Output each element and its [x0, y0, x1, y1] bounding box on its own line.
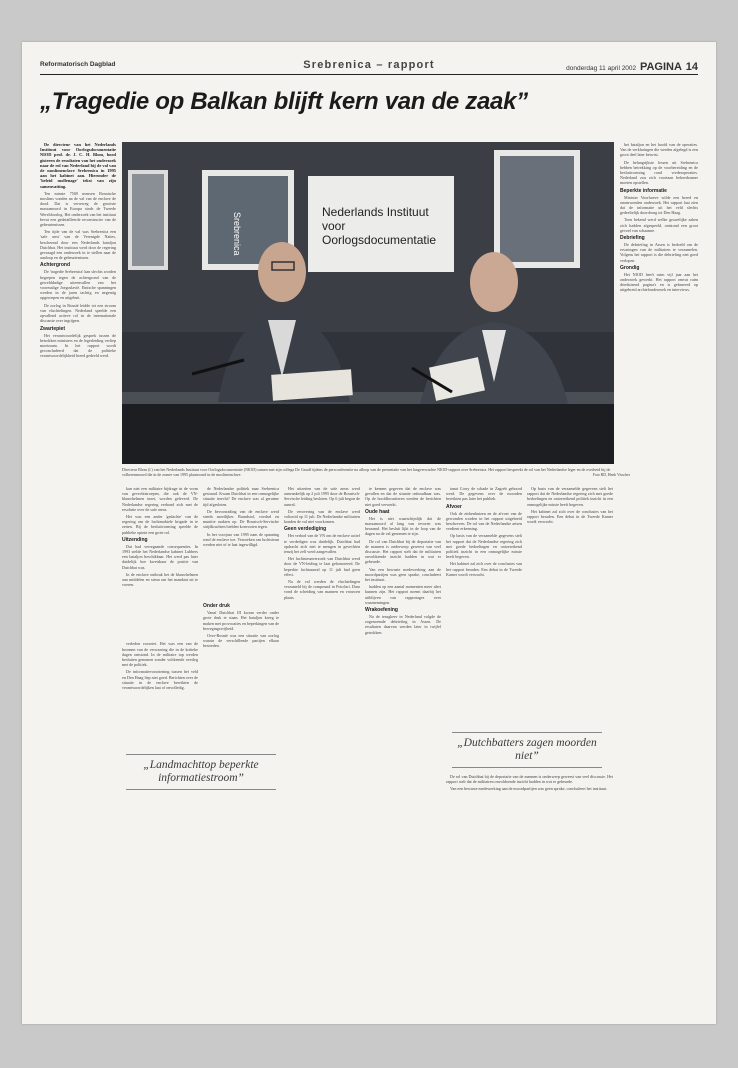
column-3 — [203, 486, 279, 984]
newspaper-name: Reformatorisch Dagblad — [40, 61, 116, 68]
paragraph: Toen bekend werd welke gruwelijke zaken zich hadden afgespeeld, ontstond een groot gevoel van schaamte. — [620, 217, 698, 233]
column-1 — [40, 142, 116, 984]
paragraph: Het verbod van de VN om de enclave actief te verdedigen was duidelijk. Dutchbat had opdracht zich niet te mengen in gevechten tenzij het zelf werd aangevallen. — [284, 533, 360, 555]
paragraph: De informatievoorziening tussen het veld en Den Haag liep niet goed. Berichten over de situatie in de enclave bereikten de verantwoordelijken laat of onvolledig. — [122, 669, 198, 691]
paragraph: De debriefing in Assen is bedoeld om de ervaringen van de militairen te verzamelen. Volgens het rapport is die debriefing niet goed verlopen. — [620, 242, 698, 263]
paragraph: het bataljon en het hoofd van de operaties. Van de verklaringen die werden afgelegd is een groot deel later betwist. — [620, 142, 698, 158]
paragraph: Vanaf Dutchbat III kwam verder onder grote druk te staan. Het bataljon kreeg te maken met provocaties en beperkingen van de bewegingsvrijheid. — [203, 610, 279, 631]
paragraph: Na de terugkeer in Nederland volgde de zogenoemde debriefing in Assen. De resultaten daarvan werden later in twijfel getrokken. — [365, 614, 441, 635]
paragraph: Het NIOD heeft ruim vijf jaar aan het onderzoek gewerkt. Het rapport omvat ruim drieduizend pagina's en is gebaseerd op uitgebreid archiefonderzoek en interviews. — [620, 271, 698, 293]
column-2 — [122, 486, 198, 984]
paragraph: Op basis van de verzamelde gegevens stelt het rapport dat de Nederlandse regering zich met goede bedoelingen en ontoereikend politiek inzicht in een onmogelijke missie heeft begeven. — [527, 486, 613, 507]
paragraph: De bevoorrading van de enclave werd steeds moeilijker. Brandstof, voedsel en munitie raakten op. De Bosnisch-Servische strijdkrachten hielden konvooien tegen. — [203, 508, 279, 530]
photo-credit: Foto RD, Henk Visscher — [592, 473, 630, 477]
column-6 — [446, 486, 522, 726]
paragraph: Van een bewuste medewerking aan de moordpartijen was geen sprake, concludeert het instituut. — [365, 566, 441, 583]
subheading: Debriefing — [620, 235, 645, 242]
paragraph: Op basis van de verzamelde gegevens stelt het rapport dat de Nederlandse regering zich met goede bedoelingen en ontoereikend politiek inzicht in een onmogelijke missie heeft begeven. — [446, 533, 522, 560]
paragraph: In het voorjaar van 1995 nam de spanning rond de enclave toe. Verzoeken om luchtsteun werden niet of te laat ingewilligd. — [203, 531, 279, 548]
sign-line-2: voor — [322, 219, 346, 233]
subheading: Onder druk — [203, 603, 230, 610]
paragraph: De oorlog in Bosnië leidde tot een stroom van vluchtelingen. Nederland speelde een opvallend actieve rol in de internationale discussie over ingrijpen. — [40, 302, 116, 324]
column-5 — [365, 486, 441, 984]
pullquote-left: „Landmachttop beperkte informatiestroom” — [126, 754, 276, 790]
subheading: Wrakoefening — [365, 607, 398, 614]
page-header — [40, 60, 698, 75]
photo-caption: Directeur Blom (l.) van het Nederlands Instituut voor Oorlogsdocumentatie (NIOD) samen met zijn collega De Graaff tijdens de persconferentie na afloop van de presentatie van het langverwachte NIOD-rapport over Srebrenica. Het rapport bespreekt de rol van het Nederlandse leger en de overheid bij de volkerenmoord die in de zomer van 1995 plaatsvond in de moslimenclave. — [122, 467, 611, 477]
sign-line-1: Nederlands Instituut — [322, 205, 429, 219]
paragraph: De rol van Dutchbat bij de deportatie van de mannen is onderwerp geweest van veel discussie. Het rapport stelt dat de militairen onvoldoende inzicht hadden in wat er gebeurde. — [365, 538, 441, 565]
subheading: Achtergrond — [40, 262, 70, 269]
headline: „Tragedie op Balkan blijft kern van de zaak” — [40, 88, 528, 115]
paragraph: Het was een ander 'gedachte' van de regering om de luchtmobiele brigade in te zetten. Bij de besluitvorming speelde de publieke opinie een grote rol. — [122, 514, 198, 535]
paragraph: Na de val werden de vluchtelingen verzameld bij de compound in Potočari. Daar vond de scheiding van mannen en vrouwen plaats. — [284, 579, 360, 600]
paragraph: Het kabinet zal zich over de conclusies van het rapport beraden. Een debat in de Tweede Kamer wordt verwacht. — [527, 508, 613, 525]
sign-line-3: Oorlogsdocumentatie — [322, 233, 437, 247]
subheading: Geen verdediging — [284, 526, 327, 533]
column-7 — [620, 142, 698, 984]
paragraph: Het is niet waarschijnlijk dat de massamoord al lang van tevoren was beraamd. Het besluit lijkt in de loop van de dagen na de val genomen te zijn. — [365, 515, 441, 537]
press-conference-photo — [122, 142, 614, 464]
paragraph: Minister Voorhoeve wilde een breed en onomwonden onderzoek. Het rapport laat zien dat de informatie uit het veld slechts gedeeltelijk doordrong tot Den Haag. — [620, 194, 698, 216]
paragraph: Het luchtsteunverzoek van Dutchbat werd door de VN-leiding te laat gehonoreerd. De beperkte luchtaanval op 11 juli had geen effect. — [284, 556, 360, 577]
date-and-page — [566, 61, 698, 73]
paragraph: Ten minste 7500 mensen Bosnische moslims vonden na de val van de enclave de dood. Dat is verreweg de grootste massamoord in Europa sinds de Tweede Wereldoorlog. Het onderzoek van het instituut bevat een gedetailleerde reconstructie van de gebeurtenissen. — [40, 190, 116, 228]
paragraph: Het verantwoordelijk gesprek tussen de betrokken ministers en de legerleiding verliep moeizaam. In het rapport wordt geconcludeerd dat de politieke verantwoordelijkheid breed gedeeld werd. — [40, 332, 116, 359]
subheading: Uitzending — [122, 536, 148, 543]
column-6c — [446, 774, 613, 984]
pullquote-right: „Dutchbatters zagen moorden niet” — [452, 732, 602, 768]
paragraph: De 'tragedie Srebrenica' kan slechts worden begrepen tegen de achtergrond van de gewelddadige uiteenvallen van het voormalige Joegoslavië. Etnische spanningen werden in de jaren tachtig en negentig opgeroepen en uitgebuit. — [40, 269, 116, 301]
paragraph: Dat had verregaande consequenties. In 1993 stelde het Nederlandse kabinet Lubbers een bataljon beschikbaar. Het werd pas later duidelijk hoe kwetsbaar de positie van Dutchbat was. — [122, 543, 198, 570]
subheading: Beperkte informatie — [620, 187, 667, 194]
paragraph: Van een bewuste medewerking aan de moordpartijen was geen sprake, concludeert het instituut. — [450, 786, 608, 792]
paragraph: hadden op een aantal momenten meer alert kunnen zijn. Het rapport noemt daarbij het uitblijven van rapportages over waarnemingen. — [365, 584, 441, 605]
poster-word: Srebrenica — [232, 212, 242, 256]
paragraph: Ook de ziekenhuizen en de afvoer van de gewonden worden in het rapport uitgebreid beschreven. De rol van de Nederlandse artsen verdient erkenning. — [446, 510, 522, 532]
page-number: 14 — [685, 61, 698, 73]
subheading: Zwartepiet — [40, 325, 66, 332]
section-title: Srebrenica – rapport — [303, 59, 435, 71]
paragraph: De belangrijkste lessen uit Srebrenica hebben betrekking op de voorbereiding en de besluitvorming rond vredesoperaties. Nederland zou zich voortaan behoedzamer moeten opstellen. — [620, 159, 698, 186]
paragraph: De verovering van de enclave werd voltooid op 11 juli. De Nederlandse militairen konden de val niet voorkomen. — [284, 508, 360, 525]
paragraph: Over-Bosnië was een situatie van oorlog waarin de verschillende partijen elkaar bestreden. — [203, 633, 279, 649]
paragraph: te kennen gegeven dat de enclave was gevallen en dat de situatie onhoudbaar was. Op de hoofdkwartieren werden de berichten niet goed verwerkt. — [365, 486, 441, 507]
paragraph: tanat Corry de schade in Zagreb gehoord werd. De gegevens over de moorden bereikten pas later het publiek. — [446, 486, 522, 502]
paragraph: kan niet een militaire bijdrage in de vorm van gevechtstroepen, die ook de VN-blauwhelmen inzet, worden geleverd. De Nederlandse regering verbond zich met de resolutie over de safe areas. — [122, 486, 198, 512]
subheading: Grondig — [620, 264, 640, 271]
issue-date: donderdag 11 april 2002 — [566, 65, 637, 72]
page-label: PAGINA — [639, 61, 682, 73]
newspaper-page — [22, 42, 716, 1024]
column-6b — [527, 486, 613, 726]
paragraph: Het kabinet zal zich over de conclusies van het rapport beraden. Een debat in de Tweede Kamer wordt verwacht. — [446, 561, 522, 577]
paragraph: De rol van Dutchbat bij de deportatie van de mannen is onderwerp geweest van veel discussie. Het rapport stelt dat de militairen onvoldoende inzicht hadden in wat er gebeurde. — [446, 774, 613, 785]
photo-illustration — [122, 142, 614, 464]
paragraph: Ten tijde van de val was Srebrenica een 'safe area' van de Verenigde Naties, beschermd door een Nederlands bataljon Dutchbat. Het instituut werd door de regering gevraagd een onderzoek in te stellen naar de aanloop en de gebeurtenissen. — [40, 229, 116, 261]
paragraph: Het uitzetten van de safe areas werd aanvankelijk op 2 juli 1995 door de Bosnisch-Servische leiding besloten. Op 6 juli begon de aanval. — [284, 486, 360, 507]
paragraph: In de enclave ontbrak het de blauwhelmen aan middelen en steun om het mandaat uit te voeren. — [122, 571, 198, 588]
subheading: Oude haat — [365, 508, 390, 515]
lead-paragraph: De directeur van het Nederlands Instituut voor Oorlogsdocumentatie NIOD prof. dr. J. C. H. Blom, bood gisteren de resultaten van het onderzoek naar de rol van Nederland bij de val van de moslimenclave Srebrenica in 1995 aan het kabinet aan. Hieronder de 'beleid mollenage' tekst van zijn samenvatting. — [40, 142, 116, 189]
subheading: Afvoer — [446, 503, 462, 510]
paragraph: verleden voorziet. Het was een van de bronnen van de verwarring die in de kritieke dagen ontstond. In de militaire top werden besluiten genomen zonder voldoende overleg met de politiek. — [122, 641, 198, 668]
paragraph: de Nederlandse politiek naar Srebrenica gestuurd. Kwam Dutchbat in een onmogelijke situatie terecht? De enclave was al geruime tijd afgesloten. — [203, 486, 279, 507]
column-4 — [284, 486, 360, 984]
